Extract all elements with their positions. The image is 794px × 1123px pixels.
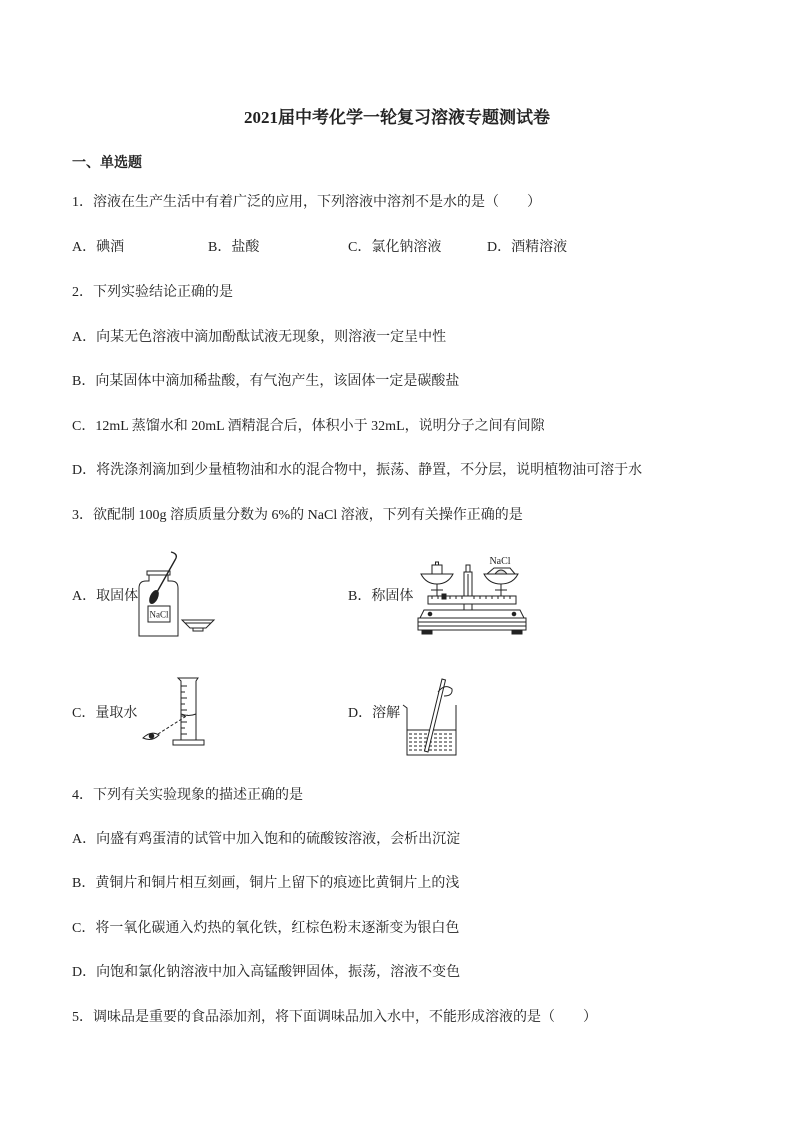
question-3-option-d: D．溶解 — [348, 706, 401, 721]
weight-knob — [436, 562, 439, 565]
balance-label-text: NaCl — [489, 556, 511, 567]
question-4-option-b: B．黄铜片和铜片相互刻画，铜片上留下的痕迹比黄铜片上的浅 — [72, 876, 460, 891]
question-2-option-b: B．向某固体中滴加稀盐酸，有气泡产生，该固体一定是碳酸盐 — [72, 374, 460, 389]
base-screw-left — [428, 612, 432, 616]
base-screw-right — [512, 612, 516, 616]
take-solid-figure — [133, 550, 218, 640]
question-3-option-c: C．量取水 — [72, 706, 138, 721]
question-2-option-c: C．12mL 蒸馏水和 20mL 酒精混合后，体积小于 32mL，说明分子之间有间隙 — [72, 419, 545, 434]
left-pan-support — [431, 584, 443, 596]
reagent-bottle — [139, 571, 178, 636]
base-foot-right — [512, 630, 522, 634]
beam-rider — [442, 594, 446, 599]
question-2-option-d: D．将洗涤剂滴加到少量植物油和水的混合物中，振荡、静置，不分层，说明植物油可溶于水 — [72, 463, 643, 478]
weigh-solid-figure — [416, 552, 528, 640]
eye-pupil — [149, 734, 154, 739]
bottle-label-text: NaCl — [149, 609, 169, 620]
section-heading: 一、单选题 — [72, 156, 142, 171]
question-1-option-c: C．氯化钠溶液 — [348, 240, 442, 255]
cylinder-base — [173, 740, 204, 745]
question-4-stem: 4．下列有关实验现象的描述正确的是 — [72, 788, 303, 803]
question-3-stem: 3．欲配制 100g 溶质质量分数为 6%的 NaCl 溶液，下列有关操作正确的是 — [72, 508, 523, 523]
question-2-stem: 2．下列实验结论正确的是 — [72, 285, 233, 300]
balance-base — [418, 618, 526, 630]
right-pan — [484, 574, 518, 584]
weight — [432, 565, 442, 574]
dish-foot — [193, 628, 203, 631]
question-4-option-a: A．向盛有鸡蛋清的试管中加入饱和的硫酸铵溶液，会析出沉淀 — [72, 832, 461, 847]
question-1-stem: 1．溶液在生产生活中有着广泛的应用，下列溶液中溶剂不是水的是（ ） — [72, 195, 541, 210]
weighing-dish — [182, 620, 214, 628]
base-foot-left — [422, 630, 432, 634]
left-pan — [421, 574, 453, 584]
question-4-option-c: C．将一氧化碳通入灼热的氧化铁，红棕色粉末逐渐变为银白色 — [72, 921, 460, 936]
question-3-option-a: A．取固体 — [72, 589, 139, 604]
right-pan-support — [495, 584, 507, 596]
question-4-option-d: D．向饱和氯化钠溶液中加入高锰酸钾固体，振荡，溶液不变色 — [72, 965, 461, 980]
graduated-cylinder — [178, 678, 198, 740]
page-title: 2021届中考化学一轮复习溶液专题测试卷 — [244, 108, 550, 127]
graduated-beam — [428, 596, 516, 604]
question-1-option-b: B．盐酸 — [208, 240, 260, 255]
question-2-option-a: A．向某无色溶液中滴加酚酞试液无现象，则溶液一定呈中性 — [72, 330, 447, 345]
dissolve-figure — [398, 674, 464, 758]
question-3-option-b: B．称固体 — [348, 589, 414, 604]
question-1-option-d: D．酒精溶液 — [487, 240, 568, 255]
question-1-option-a: A．碘酒 — [72, 240, 125, 255]
measure-water-figure — [138, 676, 210, 748]
pointer-top — [466, 565, 470, 572]
nacl-powder — [495, 570, 507, 574]
question-5-stem: 5．调味品是重要的食品添加剂，将下面调味品加入水中，不能形成溶液的是（ ） — [72, 1010, 597, 1025]
balance-base-top — [420, 610, 524, 618]
